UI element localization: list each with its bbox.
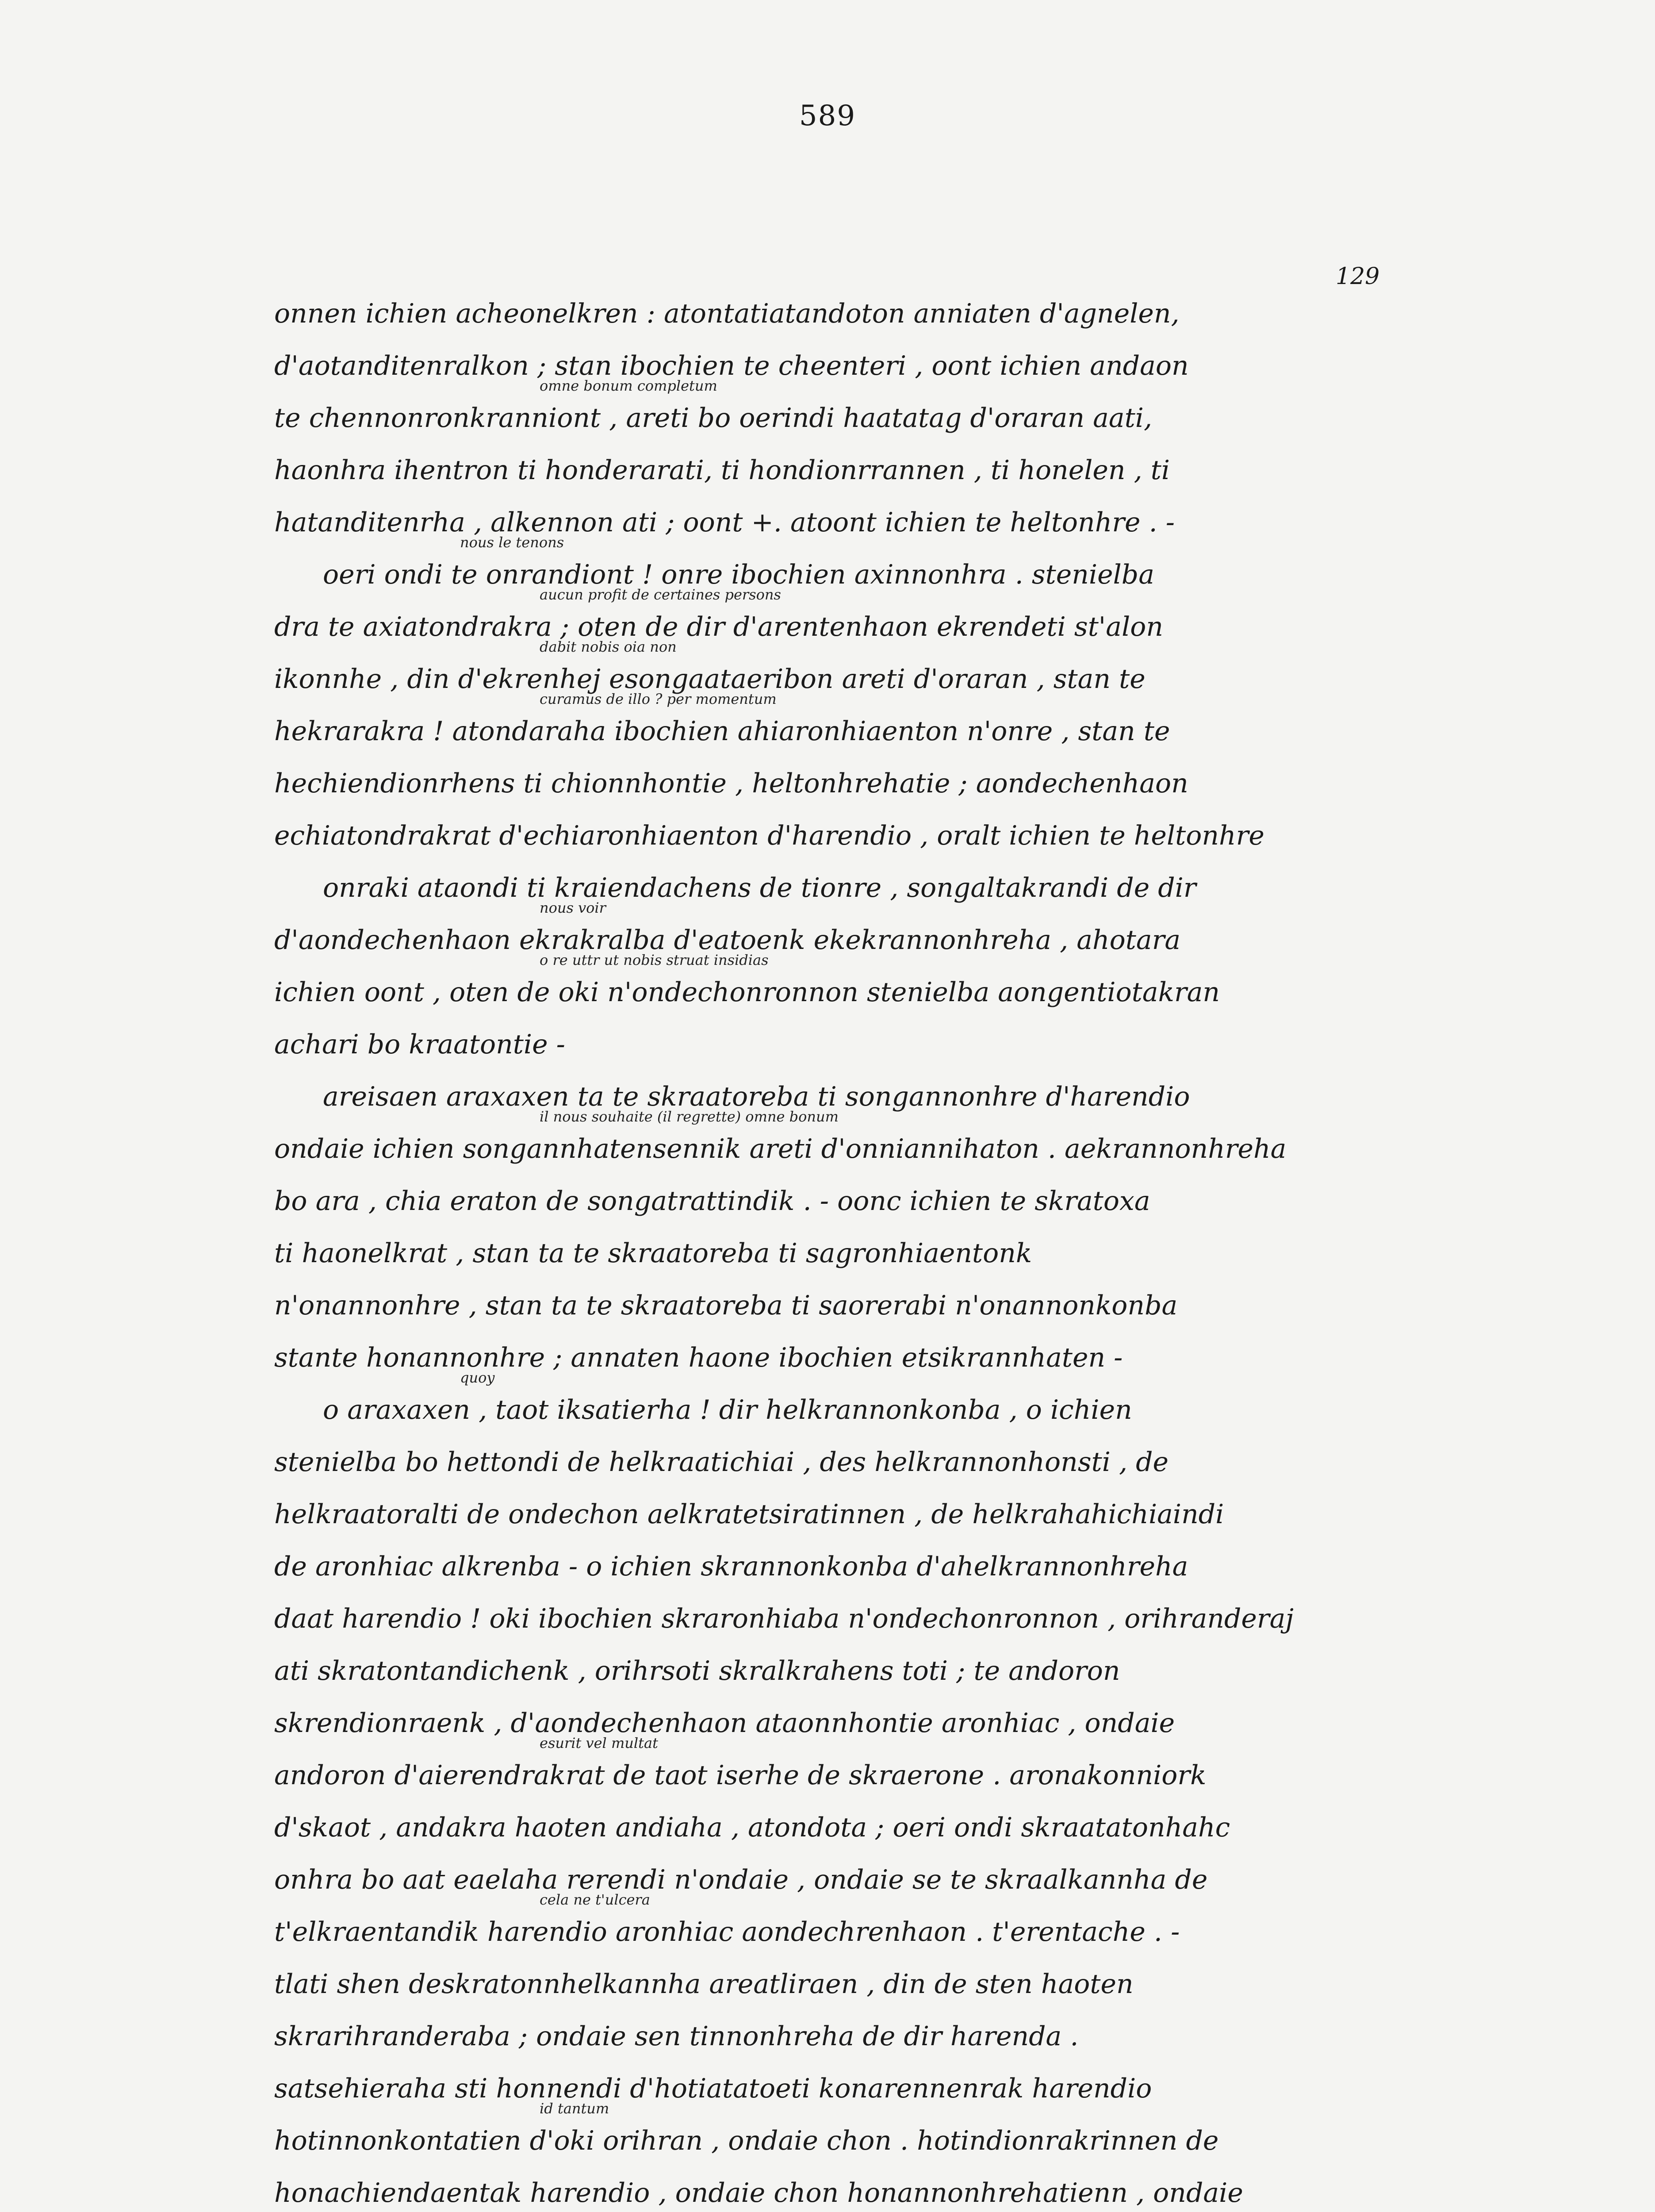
line-text: dra te axiatondrakra ; oten de dir d'arentenhaon ekrendeti st'alon (274, 611, 1164, 642)
manuscript-line (274, 1540, 1406, 1593)
line-text: hekrarakra ! atondaraha ibochien ahiaronhiaenton n'onre , stan te (274, 716, 1170, 747)
manuscript-line (274, 444, 1406, 496)
line-text: ati skratontandichenk , orihrsoti skralkrahens toti ; te andoron (274, 1655, 1120, 1686)
line-text: achari bo kraatontie - (274, 1029, 565, 1060)
manuscript-line (274, 2100, 1406, 2167)
manuscript-line (274, 899, 1406, 966)
manuscript-line (274, 1488, 1406, 1540)
manuscript-line (274, 862, 1406, 914)
manuscript-line (274, 534, 1406, 601)
line-text: onraki ataondi ti kraiendachens de tionre , songaltakrandi de dir (323, 872, 1196, 903)
manuscript-text (274, 288, 1406, 2212)
folio-number: 129 (1336, 263, 1380, 290)
manuscript-line (274, 1697, 1406, 1749)
interlinear-gloss: il nous souhaite (il regrette) omne bonum (540, 1108, 839, 1125)
line-text: bo ara , chia eraton de songatrattindik . - oonc ichien te skratoxa (274, 1186, 1150, 1217)
line-text: andoron d'aierendrakrat de taot iserhe de skraerone . aronakonniork (274, 1760, 1207, 1791)
manuscript-line (274, 340, 1406, 392)
manuscript-line (274, 1018, 1406, 1071)
manuscript-line (274, 810, 1406, 862)
line-text: d'aondechenhaon ekrakralba d'eatoenk ekekrannonhreha , ahotara (274, 925, 1181, 956)
line-text: d'skaot , andakra haoten andiaha , atondota ; oeri ondi skraatatonhahc (274, 1812, 1230, 1843)
line-text: n'onannonhre , stan ta te skraatoreba ti saorerabi n'onannonkonba (274, 1290, 1178, 1321)
line-text: skrarihranderaba ; ondaie sen tinnonhreha de dir harenda . (274, 2021, 1079, 2052)
manuscript-line (274, 377, 1406, 444)
line-text: oeri ondi te onrandiont ! onre ibochien axinnonhra . stenielba (323, 559, 1154, 590)
interlinear-gloss: quoy (460, 1369, 495, 1386)
manuscript-line (274, 1436, 1406, 1488)
manuscript-line (274, 1735, 1406, 1801)
line-text: hotinnonkontatien d'oki orihran , ondaie chon . hotindionrakrinnen de (274, 2125, 1219, 2156)
line-text: hechiendionrhens ti chionnhontie , heltonhrehatie ; aondechenhaon (274, 768, 1188, 799)
manuscript-line (274, 1332, 1406, 1384)
line-text: de aronhiac alkrenba - o ichien skrannonkonba d'ahelkrannonhreha (274, 1551, 1188, 1582)
manuscript-line (274, 2010, 1406, 2062)
manuscript-line (274, 638, 1406, 705)
line-text: onnen ichien acheonelkren : atontatiatandoton anniaten d'agnelen, (274, 298, 1180, 329)
line-text: echiatondrakrat d'echiaronhiaenton d'harendio , oralt ichien te heltonhre (274, 820, 1264, 851)
line-text: onhra bo aat eaelaha rerendi n'ondaie , ondaie se te skraalkannha de (274, 1864, 1208, 1895)
line-text: te chennonronkranniont , areti bo oerindi haatatag d'oraran aati, (274, 403, 1153, 434)
manuscript-line (274, 952, 1406, 1018)
manuscript-line (274, 288, 1406, 340)
line-text: ichien oont , oten de oki n'ondechonronnon stenielba aongentiotakran (274, 977, 1220, 1008)
manuscript-line (274, 1227, 1406, 1279)
manuscript-line (274, 1958, 1406, 2010)
manuscript-line (274, 757, 1406, 810)
interlinear-gloss: esurit vel multat (540, 1735, 658, 1751)
line-text: honachiendaentak harendio , ondaie chon honannonhrehatienn , ondaie (274, 2177, 1243, 2208)
line-text: helkraatoralti de ondechon aelkratetsiratinnen , de helkrahahichiaindi (274, 1499, 1224, 1530)
line-text: skrendionraenk , d'aondechenhaon ataonnhontie aronhiac , ondaie (274, 1708, 1175, 1739)
manuscript-line (274, 1369, 1406, 1436)
interlinear-gloss: curamus de illo ? per momentum (540, 691, 777, 707)
line-text: areisaen araxaxen ta te skraatoreba ti songannonhre d'harendio (323, 1081, 1190, 1112)
interlinear-gloss: aucun profit de certaines persons (540, 586, 781, 603)
interlinear-gloss: nous le tenons (460, 534, 564, 551)
manuscript-line (274, 2167, 1406, 2212)
interlinear-gloss: o re uttr ut nobis struat insidias (540, 952, 769, 968)
manuscript-line (274, 2062, 1406, 2115)
line-text: d'aotanditenralkon ; stan ibochien te cheenteri , oont ichien andaon (274, 350, 1189, 381)
manuscript-line (274, 1175, 1406, 1227)
manuscript-line (274, 1645, 1406, 1697)
line-text: hatanditenrha , alkennon ati ; oont +. atoont ichien te heltonhre . - (274, 507, 1175, 538)
line-text: o araxaxen , taot iksatierha ! dir helkrannonkonba , o ichien (323, 1394, 1132, 1425)
line-text: ondaie ichien songannhatensennik areti d'onniannihaton . aekrannonhreha (274, 1133, 1287, 1164)
line-text: tlati shen deskratonnhelkannha areatliraen , din de sten haoten (274, 1969, 1134, 2000)
page-number: 589 (799, 100, 856, 132)
manuscript-line (274, 496, 1406, 549)
manuscript-line (274, 691, 1406, 757)
line-text: stante honannonhre ; annaten haone ibochien etsikrannhaten - (274, 1342, 1123, 1373)
manuscript-line (274, 1854, 1406, 1906)
line-text: satsehieraha sti honnendi d'hotiatatoeti konarennenrak harendio (274, 2073, 1152, 2104)
line-text: ti haonelkrat , stan ta te skraatoreba ti sagronhiaentonk (274, 1238, 1032, 1269)
line-text: daat harendio ! oki ibochien skraronhiaba n'ondechonronnon , orihranderaj (274, 1603, 1294, 1634)
interlinear-gloss: cela ne t'ulcera (540, 1891, 650, 1908)
manuscript-line (274, 586, 1406, 653)
manuscript-line (274, 1593, 1406, 1645)
manuscript-line (274, 1801, 1406, 1854)
interlinear-gloss: id tantum (540, 2100, 609, 2117)
manuscript-line (274, 1108, 1406, 1175)
line-text: t'elkraentandik harendio aronhiac aondechrenhaon . t'erentache . - (274, 1916, 1180, 1947)
manuscript-line (274, 1071, 1406, 1123)
interlinear-gloss: omne bonum completum (540, 377, 717, 394)
line-text: ikonnhe , din d'ekrenhej esongaataeribon areti d'oraran , stan te (274, 664, 1145, 695)
manuscript-line (274, 1279, 1406, 1332)
manuscript-line (274, 1891, 1406, 1958)
line-text: stenielba bo hettondi de helkraatichiai , des helkrannonhonsti , de (274, 1447, 1169, 1478)
line-text: haonhra ihentron ti honderarati, ti hondionrrannen , ti honelen , ti (274, 455, 1170, 486)
interlinear-gloss: dabit nobis oia non (540, 638, 677, 655)
interlinear-gloss: nous voir (540, 899, 606, 916)
